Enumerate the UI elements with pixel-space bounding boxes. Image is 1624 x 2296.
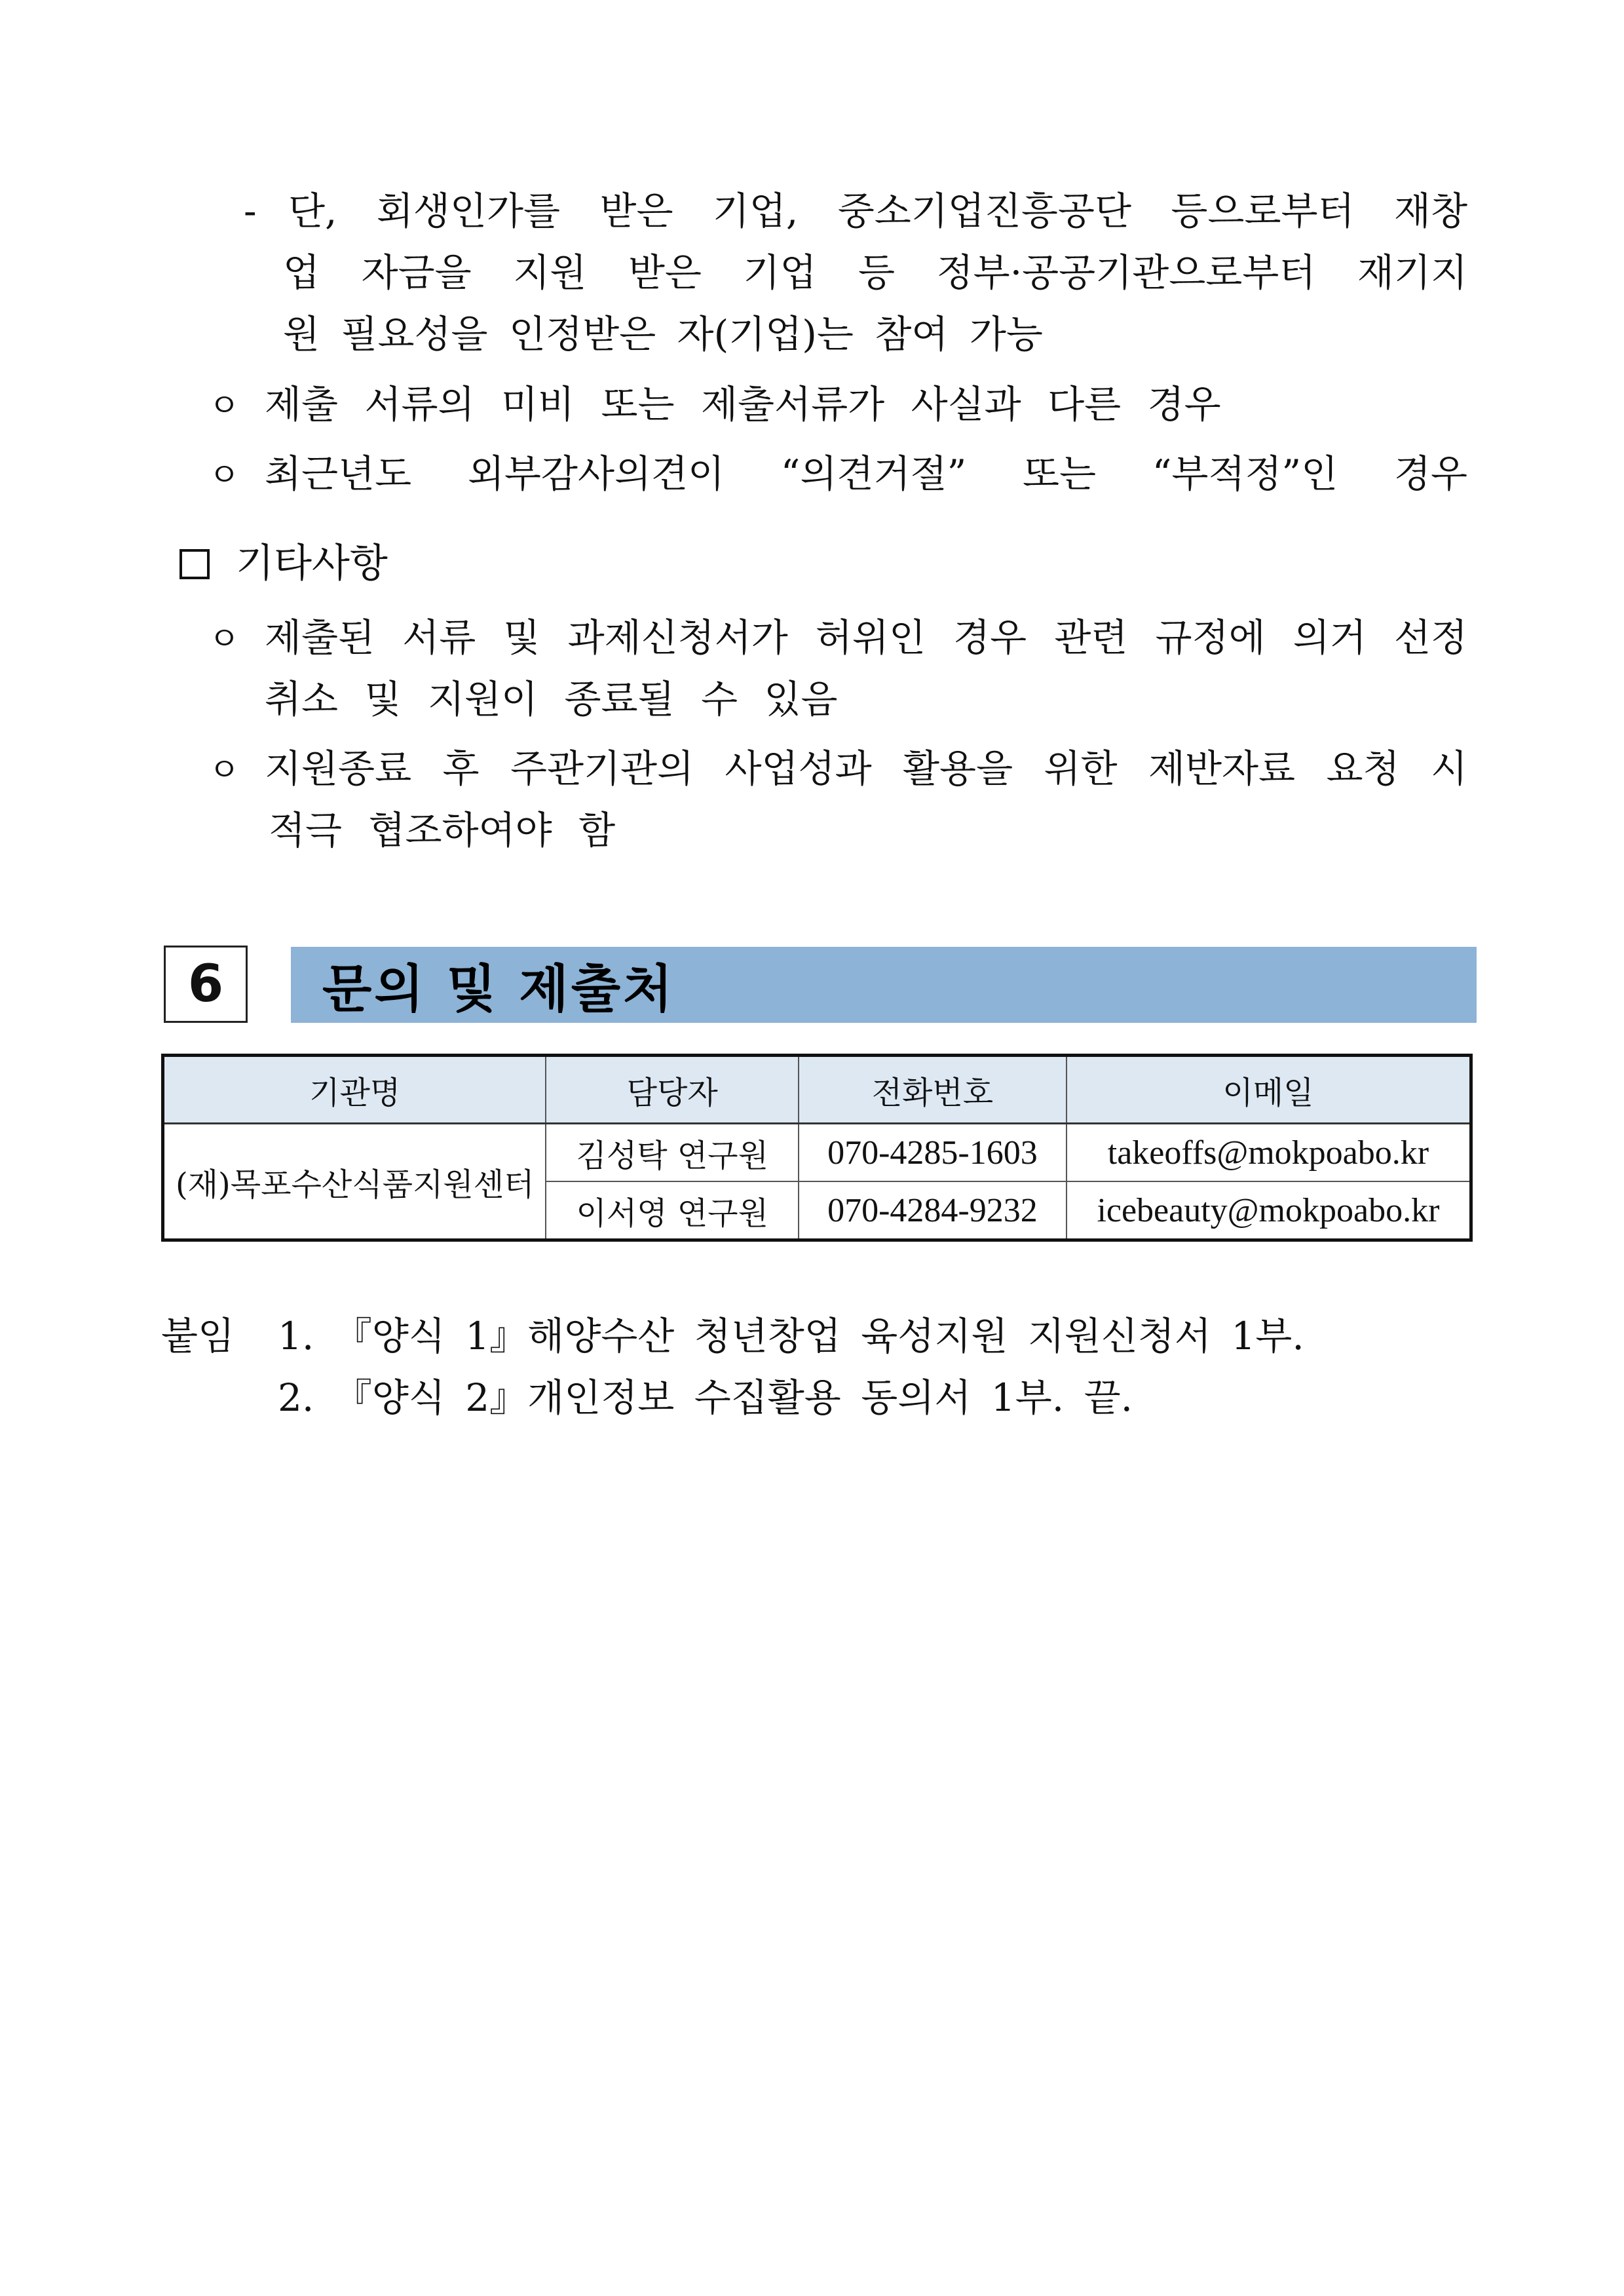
email-cell: takeoffs@mokpoabo.kr xyxy=(1067,1124,1471,1182)
attachment-item-1: 1. 『양식 1』해양수산 청년창업 육성지원 지원신청서 1부. xyxy=(278,1314,1304,1358)
section-number: 6 xyxy=(164,946,248,1023)
circle-bullet: ㅇ xyxy=(208,387,240,425)
section-title: 문의 및 제출처 xyxy=(291,947,1477,1023)
organization-cell: (재)목포수산식품지원센터 xyxy=(163,1124,546,1240)
header-phone: 전화번호 xyxy=(799,1056,1067,1124)
misc-item-2-line-2: 적극 협조하여야 함 xyxy=(269,808,616,852)
attachment-item-2: 2. 『양식 2』개인정보 수집활용 동의서 1부. 끝. xyxy=(278,1375,1133,1420)
person-cell: 김성탁 연구원 xyxy=(546,1124,799,1182)
intro-line-1: 단, 회생인가를 받은 기업, 중소기업진흥공단 등으로부터 재창 xyxy=(288,189,1467,233)
intro-line-3: 원 필요성을 인정받은 자(기업)는 참여 가능 xyxy=(283,312,1043,356)
misc-heading: 기타사항 xyxy=(236,541,388,586)
circle-bullet: ㅇ xyxy=(208,456,240,494)
phone-cell: 070-4284-9232 xyxy=(799,1181,1067,1240)
email-cell: icebeauty@mokpoabo.kr xyxy=(1067,1181,1471,1240)
header-person: 담당자 xyxy=(546,1056,799,1124)
checkbox-square-icon xyxy=(179,549,210,579)
circle-bullet: ㅇ xyxy=(208,620,240,658)
header-organization: 기관명 xyxy=(163,1056,546,1124)
contact-table xyxy=(161,1054,1473,1242)
misc-item-1-line-2: 취소 및 지원이 종료될 수 있음 xyxy=(265,677,838,721)
person-cell: 이서영 연구원 xyxy=(546,1181,799,1240)
phone-cell: 070-4285-1603 xyxy=(799,1124,1067,1182)
table-header-row xyxy=(163,1056,1471,1124)
dash-bullet: - xyxy=(244,189,257,233)
circle-bullet: ㅇ xyxy=(208,751,240,789)
misc-item-2-line-1: 지원종료 후 주관기관의 사업성과 활용을 위한 제반자료 요청 시 xyxy=(265,746,1467,791)
exclusion-item-2: 최근년도 외부감사의견이 “의견거절” 또는 “부적정”인 경우 xyxy=(265,451,1467,496)
misc-item-1-line-1: 제출된 서류 및 과제신청서가 허위인 경우 관련 규정에 의거 선정 xyxy=(265,615,1467,660)
intro-line-2: 업 자금을 지원 받은 기업 등 정부·공공기관으로부터 재기지 xyxy=(283,250,1467,295)
exclusion-item-1: 제출 서류의 미비 또는 제출서류가 사실과 다른 경우 xyxy=(265,382,1221,427)
attachment-label: 붙임 xyxy=(161,1314,235,1358)
table-row xyxy=(163,1124,1471,1182)
header-email: 이메일 xyxy=(1067,1056,1471,1124)
